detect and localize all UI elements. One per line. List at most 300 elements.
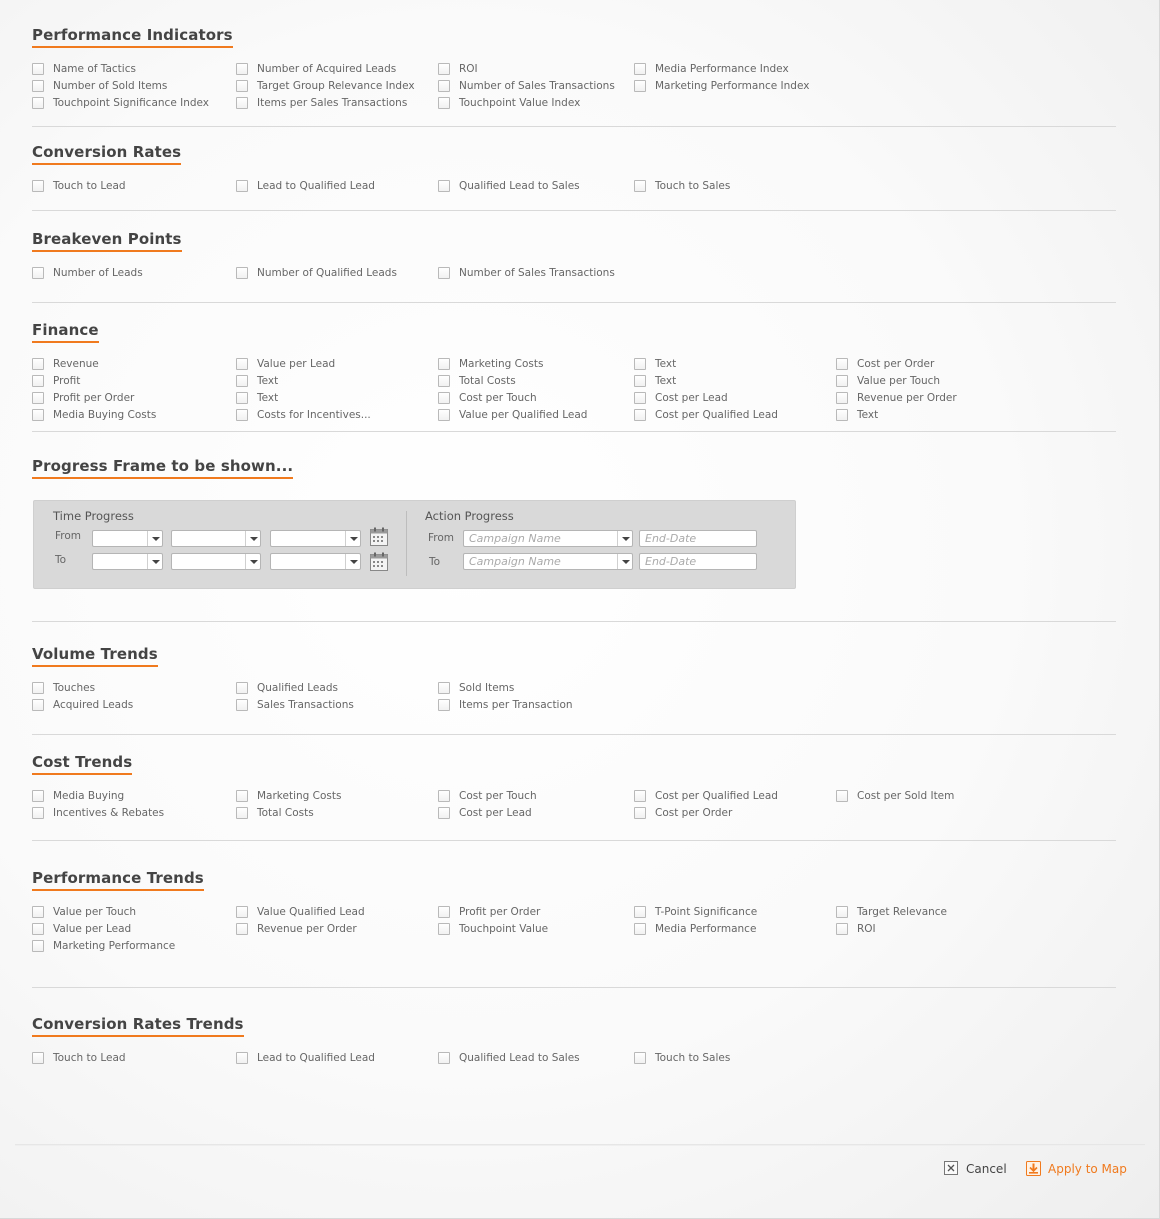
checkbox-option[interactable] (634, 60, 809, 77)
checkbox-column (32, 264, 143, 281)
checkbox-option[interactable] (236, 264, 397, 281)
checkbox[interactable] (32, 180, 44, 192)
checkbox[interactable] (32, 409, 44, 421)
checkbox[interactable] (634, 63, 646, 75)
checkbox-grid (32, 1049, 1116, 1066)
divider (32, 621, 1116, 622)
checkbox-option[interactable] (438, 372, 587, 389)
checkbox[interactable] (836, 790, 848, 802)
checkbox-option[interactable] (236, 355, 371, 372)
divider (32, 734, 1116, 735)
chevron-down-icon (617, 554, 632, 569)
checkbox-option[interactable] (236, 804, 341, 821)
checkbox-grid (32, 787, 1116, 821)
checkbox[interactable] (438, 180, 450, 192)
checkbox[interactable] (236, 1052, 248, 1064)
checkbox-label: Cost per Lead (655, 391, 728, 404)
checkbox-label: Text (257, 374, 279, 387)
divider (32, 302, 1116, 303)
chevron-down-icon (345, 531, 360, 546)
time-to-year-select[interactable] (270, 553, 361, 570)
checkbox-option[interactable] (836, 787, 954, 804)
checkbox-option[interactable] (32, 60, 209, 77)
checkbox-label: Profit per Order (459, 905, 541, 918)
checkbox-option[interactable] (32, 94, 209, 111)
checkbox-column (836, 787, 954, 804)
checkbox-grid (32, 177, 1116, 194)
checkbox[interactable] (438, 358, 450, 370)
checkbox-grid (32, 679, 1116, 713)
checkbox-label: Number of Sold Items (53, 79, 168, 92)
calendar-icon[interactable] (370, 527, 388, 546)
progress-frame-panel (33, 500, 796, 589)
checkbox[interactable] (438, 375, 450, 387)
checkbox-column (236, 60, 415, 111)
checkbox[interactable] (836, 409, 848, 421)
calendar-icon[interactable] (370, 552, 388, 571)
divider (32, 431, 1116, 432)
checkbox[interactable] (32, 392, 44, 404)
checkbox-option[interactable] (634, 389, 778, 406)
checkbox-grid (32, 60, 1116, 111)
checkbox-label: Items per Sales Transactions (257, 96, 408, 109)
checkbox-label: Qualified Leads (257, 681, 338, 694)
checkbox-option[interactable] (634, 787, 778, 804)
section-title: Performance Indicators (32, 26, 233, 48)
checkbox-column (236, 787, 341, 821)
checkbox[interactable] (438, 790, 450, 802)
chevron-down-icon (345, 554, 360, 569)
checkbox-label: Name of Tactics (53, 62, 136, 75)
checkbox-label: Media Buying Costs (53, 408, 157, 421)
checkbox-column (634, 177, 730, 194)
checkbox[interactable] (634, 80, 646, 92)
checkbox-option[interactable] (236, 920, 365, 937)
checkbox-label: Cost per Qualified Lead (655, 789, 778, 802)
checkbox-option[interactable] (634, 177, 730, 194)
checkbox-label: Revenue per Order (257, 922, 357, 935)
divider (32, 210, 1116, 211)
checkbox-option[interactable] (634, 355, 778, 372)
checkbox-option[interactable] (236, 77, 415, 94)
apply-to-map-button[interactable] (1026, 1161, 1127, 1176)
checkbox[interactable] (32, 699, 44, 711)
checkbox-column (438, 679, 573, 713)
section-performance-indicators (32, 25, 1116, 111)
time-progress-label: Time Progress (53, 509, 134, 523)
section-title: Progress Frame to be shown... (32, 457, 293, 479)
checkbox[interactable] (836, 358, 848, 370)
checkbox-label: Text (655, 357, 677, 370)
checkbox-label: Qualified Lead to Sales (459, 179, 580, 192)
checkbox-option[interactable] (32, 937, 175, 954)
checkbox[interactable] (438, 699, 450, 711)
checkbox-label: Acquired Leads (53, 698, 134, 711)
campaign-placeholder: Campaign Name (469, 532, 561, 545)
checkbox-label: Cost per Touch (459, 789, 537, 802)
checkbox-label: Lead to Qualified Lead (257, 179, 375, 192)
checkbox[interactable] (836, 923, 848, 935)
checkbox-option[interactable] (634, 77, 809, 94)
checkbox-column (836, 903, 947, 937)
checkbox-option[interactable] (438, 679, 573, 696)
checkbox-label: Sold Items (459, 681, 515, 694)
checkbox[interactable] (32, 807, 44, 819)
checkbox-column (32, 903, 175, 954)
checkbox-option[interactable] (32, 355, 156, 372)
checkbox-option[interactable] (236, 177, 375, 194)
checkbox-label: Incentives & Rebates (53, 806, 165, 819)
checkbox-label: Target Group Relevance Index (257, 79, 415, 92)
checkbox[interactable] (438, 63, 450, 75)
checkbox-column (32, 1049, 126, 1066)
checkbox[interactable] (634, 807, 646, 819)
checkbox-option[interactable] (438, 804, 537, 821)
checkbox-grid (32, 264, 1116, 281)
checkbox-option[interactable] (236, 389, 371, 406)
section-title: Volume Trends (32, 645, 158, 667)
checkbox-option[interactable] (438, 389, 587, 406)
download-icon (1026, 1161, 1041, 1176)
checkbox-column (634, 787, 778, 821)
section-progress-frame (32, 456, 1116, 479)
checkbox-option[interactable] (438, 787, 537, 804)
checkbox[interactable] (32, 267, 44, 279)
checkbox-column (634, 1049, 730, 1066)
checkbox[interactable] (32, 923, 44, 935)
checkbox-label: Target Relevance (857, 905, 948, 918)
checkbox[interactable] (32, 97, 44, 109)
checkbox-label: Value per Qualified Lead (459, 408, 588, 421)
chevron-down-icon (147, 531, 162, 546)
checkbox[interactable] (634, 923, 646, 935)
checkbox[interactable] (634, 358, 646, 370)
checkbox-label: Text (257, 391, 279, 404)
checkbox-option[interactable] (438, 920, 548, 937)
checkbox-option[interactable] (634, 1049, 730, 1066)
checkbox[interactable] (438, 682, 450, 694)
checkbox-column (438, 264, 615, 281)
checkbox[interactable] (836, 375, 848, 387)
checkbox-option[interactable] (32, 77, 209, 94)
checkbox-option[interactable] (236, 1049, 375, 1066)
checkbox-option[interactable] (32, 804, 164, 821)
checkbox[interactable] (32, 790, 44, 802)
checkbox-option[interactable] (438, 94, 615, 111)
checkbox[interactable] (32, 906, 44, 918)
checkbox-option[interactable] (836, 372, 957, 389)
checkbox-label: Marketing Performance (53, 939, 176, 952)
checkbox-column (32, 177, 126, 194)
checkbox[interactable] (836, 906, 848, 918)
footer-divider (15, 1144, 1145, 1146)
time-from-month-select[interactable] (171, 530, 261, 547)
checkbox-option[interactable] (32, 920, 175, 937)
time-to-month-select[interactable] (171, 553, 261, 570)
checkbox-option[interactable] (32, 406, 156, 423)
checkbox-label: Value per Touch (53, 905, 137, 918)
checkbox[interactable] (236, 807, 248, 819)
checkbox-option[interactable] (32, 372, 156, 389)
checkbox-option[interactable] (32, 1049, 126, 1066)
checkbox-option[interactable] (32, 679, 133, 696)
checkbox[interactable] (836, 392, 848, 404)
checkbox-label: Number of Sales Transactions (459, 79, 615, 92)
checkbox-option[interactable] (438, 1049, 580, 1066)
checkbox[interactable] (634, 392, 646, 404)
checkbox-label: Number of Acquired Leads (257, 62, 397, 75)
checkbox[interactable] (438, 807, 450, 819)
checkbox-option[interactable] (634, 903, 757, 920)
divider (32, 126, 1116, 127)
checkbox-label: Cost per Order (857, 357, 935, 370)
checkbox-column (236, 355, 371, 423)
checkbox[interactable] (32, 1052, 44, 1064)
checkbox-option[interactable] (438, 264, 615, 281)
cancel-button[interactable] (944, 1161, 1007, 1176)
checkbox[interactable] (236, 923, 248, 935)
checkbox-label: Marketing Costs (459, 357, 544, 370)
checkbox-option[interactable] (836, 903, 947, 920)
checkbox[interactable] (438, 392, 450, 404)
checkbox[interactable] (32, 682, 44, 694)
checkbox-label: Cost per Touch (459, 391, 537, 404)
checkbox-option[interactable] (236, 406, 371, 423)
checkbox-grid (32, 355, 1116, 423)
action-from-label: From (428, 532, 455, 544)
section-breakeven-points (32, 229, 1116, 281)
checkbox-column (236, 679, 354, 713)
checkbox[interactable] (236, 409, 248, 421)
action-from-campaign-select[interactable] (463, 530, 633, 547)
checkbox-label: Costs for Incentives... (257, 408, 371, 421)
checkbox[interactable] (634, 180, 646, 192)
checkbox-label: Touchpoint Value (459, 922, 549, 935)
apply-to-map-label: Apply to Map (1048, 1161, 1127, 1176)
checkbox-option[interactable] (438, 77, 615, 94)
checkbox[interactable] (438, 409, 450, 421)
checkbox-option[interactable] (438, 60, 615, 77)
checkbox[interactable] (634, 375, 646, 387)
checkbox[interactable] (634, 906, 646, 918)
checkbox-option[interactable] (438, 406, 587, 423)
campaign-placeholder: Campaign Name (469, 555, 561, 568)
checkbox-option[interactable] (634, 406, 778, 423)
checkbox-label: Number of Qualified Leads (257, 266, 397, 279)
checkbox-label: ROI (459, 62, 478, 75)
checkbox-label: Marketing Costs (257, 789, 342, 802)
checkbox-option[interactable] (836, 389, 957, 406)
checkbox-label: Revenue (53, 357, 99, 370)
section-performance-trends (32, 868, 1116, 954)
divider (32, 840, 1116, 841)
checkbox-label: Text (655, 374, 677, 387)
checkbox-option[interactable] (438, 903, 548, 920)
checkbox-label: Touch to Lead (53, 179, 126, 192)
checkbox-label: Cost per Qualified Lead (655, 408, 778, 421)
section-title: Finance (32, 321, 99, 343)
checkbox-column (438, 787, 537, 821)
checkbox[interactable] (236, 63, 248, 75)
checkbox-label: Value per Lead (53, 922, 132, 935)
checkbox-column (438, 903, 548, 937)
section-title: Conversion Rates Trends (32, 1015, 244, 1037)
checkbox[interactable] (32, 940, 44, 952)
checkbox-column (236, 177, 375, 194)
checkbox[interactable] (236, 790, 248, 802)
close-icon (944, 1161, 959, 1176)
checkbox[interactable] (236, 682, 248, 694)
checkbox-option[interactable] (236, 60, 415, 77)
checkbox-option[interactable] (836, 355, 957, 372)
checkbox[interactable] (32, 375, 44, 387)
checkbox-option[interactable] (438, 696, 573, 713)
checkbox-option[interactable] (236, 696, 354, 713)
checkbox-option[interactable] (32, 696, 133, 713)
checkbox-grid (32, 903, 1116, 954)
checkbox-label: Media Performance (655, 922, 757, 935)
chevron-down-icon (147, 554, 162, 569)
chevron-down-icon (245, 554, 260, 569)
checkbox[interactable] (236, 80, 248, 92)
checkbox-option[interactable] (32, 389, 156, 406)
checkbox[interactable] (438, 80, 450, 92)
checkbox-label: Number of Sales Transactions (459, 266, 615, 279)
checkbox-option[interactable] (236, 94, 415, 111)
checkbox[interactable] (32, 80, 44, 92)
checkbox-label: Touches (53, 681, 96, 694)
checkbox-column (634, 60, 809, 94)
checkbox[interactable] (236, 267, 248, 279)
checkbox-column (634, 355, 778, 423)
checkbox-label: Items per Transaction (459, 698, 573, 711)
chevron-down-icon (245, 531, 260, 546)
checkbox-label: Cost per Lead (459, 806, 532, 819)
checkbox[interactable] (438, 267, 450, 279)
checkbox-label: Media Performance Index (655, 62, 789, 75)
time-to-day-select[interactable] (92, 553, 163, 570)
checkbox-option[interactable] (236, 372, 371, 389)
checkbox[interactable] (438, 1052, 450, 1064)
section-finance (32, 320, 1116, 423)
checkbox-label: Value per Touch (857, 374, 941, 387)
action-progress-label: Action Progress (425, 509, 514, 523)
time-from-day-select[interactable] (92, 530, 163, 547)
checkbox-option[interactable] (32, 264, 143, 281)
checkbox[interactable] (438, 923, 450, 935)
checkbox-column (438, 177, 580, 194)
checkbox-option[interactable] (634, 804, 778, 821)
checkbox-label: Profit per Order (53, 391, 135, 404)
checkbox[interactable] (32, 358, 44, 370)
section-conversion-rates-trends (32, 1014, 1116, 1066)
chevron-down-icon (617, 531, 632, 546)
checkbox-column (236, 264, 397, 281)
section-title: Breakeven Points (32, 230, 182, 252)
checkbox-label: Touch to Sales (655, 1051, 731, 1064)
checkbox[interactable] (236, 358, 248, 370)
action-to-end-date-input[interactable]: End-Date (639, 553, 757, 570)
checkbox-label: Value Qualified Lead (257, 905, 365, 918)
checkbox-label: Media Buying (53, 789, 125, 802)
checkbox-label: Touchpoint Value Index (459, 96, 581, 109)
checkbox-option[interactable] (32, 787, 164, 804)
checkbox-option[interactable] (438, 177, 580, 194)
section-title: Performance Trends (32, 869, 204, 891)
checkbox-label: Lead to Qualified Lead (257, 1051, 375, 1064)
checkbox[interactable] (236, 699, 248, 711)
checkbox[interactable] (438, 906, 450, 918)
checkbox-label: Total Costs (257, 806, 314, 819)
checkbox[interactable] (634, 1052, 646, 1064)
checkbox-option[interactable] (634, 372, 778, 389)
checkbox-label: Cost per Order (655, 806, 733, 819)
checkbox-label: Touchpoint Significance Index (53, 96, 210, 109)
checkbox-column (438, 1049, 580, 1066)
checkbox-option[interactable] (836, 406, 957, 423)
section-title: Conversion Rates (32, 143, 181, 165)
checkbox-label: Marketing Performance Index (655, 79, 810, 92)
checkbox-option[interactable] (32, 903, 175, 920)
checkbox[interactable] (236, 375, 248, 387)
checkbox-option[interactable] (634, 920, 757, 937)
time-from-year-select[interactable] (270, 530, 361, 547)
checkbox-column (438, 355, 587, 423)
checkbox-option[interactable] (236, 679, 354, 696)
section-title: Cost Trends (32, 753, 132, 775)
checkbox-column (634, 903, 757, 937)
checkbox-label: Total Costs (459, 374, 516, 387)
checkbox[interactable] (32, 63, 44, 75)
checkbox-label: Touch to Lead (53, 1051, 126, 1064)
action-from-end-date-input[interactable]: End-Date (639, 530, 757, 547)
checkbox[interactable] (438, 97, 450, 109)
checkbox[interactable] (236, 97, 248, 109)
checkbox-column (836, 355, 957, 423)
checkbox[interactable] (634, 790, 646, 802)
checkbox-label: Cost per Sold Item (857, 789, 955, 802)
section-cost-trends (32, 752, 1116, 821)
checkbox-option[interactable] (236, 787, 341, 804)
checkbox-column (438, 60, 615, 111)
checkbox-option[interactable] (32, 177, 126, 194)
checkbox-label: Number of Leads (53, 266, 143, 279)
action-to-label: To (429, 556, 441, 568)
divider (32, 987, 1116, 988)
checkbox-option[interactable] (438, 355, 587, 372)
checkbox-column (236, 1049, 375, 1066)
section-volume-trends (32, 644, 1116, 713)
checkbox-label: ROI (857, 922, 876, 935)
cancel-label: Cancel (966, 1161, 1007, 1176)
checkbox-option[interactable] (236, 903, 365, 920)
section-conversion-rates (32, 142, 1116, 194)
checkbox-label: Text (857, 408, 879, 421)
checkbox[interactable] (236, 906, 248, 918)
checkbox-label: Value per Lead (257, 357, 336, 370)
checkbox-label: Touch to Sales (655, 179, 731, 192)
checkbox-column (32, 355, 156, 423)
checkbox-column (32, 787, 164, 821)
vertical-separator (406, 511, 407, 576)
time-to-label: To (55, 554, 67, 566)
checkbox[interactable] (236, 180, 248, 192)
checkbox[interactable] (236, 392, 248, 404)
action-to-campaign-select[interactable] (463, 553, 633, 570)
checkbox[interactable] (634, 409, 646, 421)
checkbox-option[interactable] (836, 920, 947, 937)
checkbox-column (236, 903, 365, 937)
